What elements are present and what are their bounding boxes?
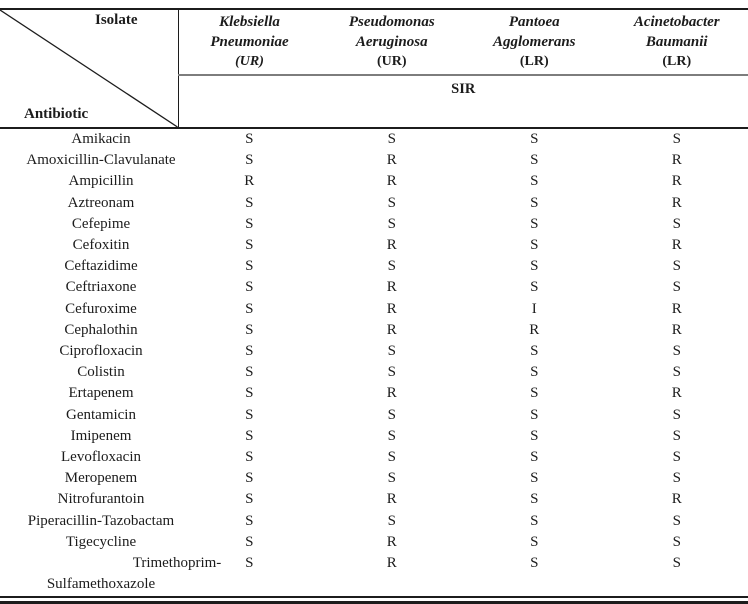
sir-value: R [606,320,748,341]
sir-value: R [321,235,464,256]
sir-value: S [463,193,606,214]
table-row [0,511,748,532]
table-row [0,341,748,362]
sir-value: R [321,299,464,320]
susceptibility-table [0,8,748,595]
sir-value: S [606,511,748,532]
antibiotic-name: Gentamicin [0,405,178,426]
table-body [0,128,748,595]
table-row [0,235,748,256]
isolate-name-line1: Pantoea [463,12,606,32]
sir-value: S [606,553,748,595]
sir-value: S [463,150,606,171]
sir-value: S [321,256,464,277]
sir-value: S [606,128,748,150]
sir-value: S [606,426,748,447]
sir-value: S [321,405,464,426]
sir-value: S [606,362,748,383]
isolate-header-row [0,9,748,75]
table-row [0,277,748,298]
sir-value: S [178,468,321,489]
isolate-column-header-klebsiella [178,9,321,75]
antibiotic-name: Cefuroxime [0,299,178,320]
isolate-source-tag: (UR) [321,52,464,72]
sir-subheader: SIR [178,75,748,128]
sir-value: R [606,235,748,256]
table-row [0,553,748,595]
sir-value: S [178,362,321,383]
table-row [0,468,748,489]
sir-value: R [606,193,748,214]
sir-value: S [463,383,606,404]
sir-value: R [178,171,321,192]
sir-value: S [606,468,748,489]
sir-value: S [178,532,321,553]
antibiotic-name-line1: Trimethoprim- [100,553,254,574]
sir-value: S [321,362,464,383]
antibiotic-name: Colistin [0,362,178,383]
sir-value: R [606,383,748,404]
sir-value: R [321,489,464,510]
isolate-source-tag: (LR) [606,52,748,72]
sir-value: S [463,171,606,192]
table-row [0,193,748,214]
sir-value: S [321,214,464,235]
sir-value: S [178,235,321,256]
antibiotic-name-line2: Sulfamethoxazole [24,574,178,595]
antibiotic-label: Antibiotic [24,106,88,123]
sir-value: S [463,553,606,595]
sir-value: S [321,511,464,532]
sir-value: S [178,511,321,532]
antibiotic-name: Meropenem [0,468,178,489]
sir-value: S [606,214,748,235]
sir-value: R [321,553,464,595]
sir-value: S [321,128,464,150]
table-row [0,489,748,510]
sir-value: S [178,128,321,150]
sir-value: S [463,128,606,150]
sir-value: S [321,193,464,214]
isolate-source-tag: (LR) [463,52,606,72]
sir-value: S [606,256,748,277]
sir-value: S [463,277,606,298]
sir-value: R [321,171,464,192]
sir-value: R [606,150,748,171]
table-row [0,299,748,320]
sir-value: S [606,341,748,362]
sir-value: S [178,341,321,362]
table-row [0,320,748,341]
sir-value: S [463,447,606,468]
corner-cell [0,9,178,128]
antibiotic-name: Ampicillin [0,171,178,192]
table-row [0,214,748,235]
antibiotic-name: Amoxicillin-Clavulanate [0,150,178,171]
antibiotic-name: Cefoxitin [0,235,178,256]
antibiotic-name: Tigecycline [0,532,178,553]
sir-value: R [321,320,464,341]
sir-value: S [463,426,606,447]
isolate-name-line2: Baumanii [606,32,748,52]
sir-value: S [463,405,606,426]
sir-value: S [463,362,606,383]
sir-value: S [178,405,321,426]
sir-value: S [463,511,606,532]
isolate-name-line1: Acinetobacter [606,12,748,32]
isolate-name-line1: Pseudomonas [321,12,464,32]
sir-value: S [606,405,748,426]
isolate-column-header-pantoea [463,9,606,75]
isolate-name-line2: Aeruginosa [321,32,464,52]
table-row [0,128,748,150]
sir-value: S [463,214,606,235]
sir-value: I [463,299,606,320]
sir-value: S [606,277,748,298]
sir-value: S [178,299,321,320]
sir-value: S [178,553,321,595]
sir-value: S [178,447,321,468]
sir-value: S [178,489,321,510]
sir-value: S [606,447,748,468]
antibiotic-name: Ciprofloxacin [0,341,178,362]
table-row [0,171,748,192]
sir-value: S [463,235,606,256]
isolate-source-tag: (UR) [179,52,321,72]
isolate-label: Isolate [95,12,138,29]
isolate-column-header-pseudomonas [321,9,464,75]
sir-value: S [178,214,321,235]
isolate-column-header-acinetobacter [606,9,748,75]
sir-value: S [178,320,321,341]
antibiotic-name: Cephalothin [0,320,178,341]
sir-value: R [321,277,464,298]
sir-value: R [321,150,464,171]
table-row [0,532,748,553]
sir-value: R [463,320,606,341]
sir-value: S [463,489,606,510]
antibiotic-name: Ceftazidime [0,256,178,277]
sir-value: S [606,532,748,553]
sir-value: R [606,299,748,320]
isolate-name-line1: Klebsiella [179,12,321,32]
antibiotic-name: Ceftriaxone [0,277,178,298]
sir-value: S [321,447,464,468]
sir-value: S [178,193,321,214]
table-row [0,447,748,468]
sir-value: S [178,383,321,404]
sir-value: S [178,256,321,277]
sir-value: S [321,426,464,447]
antibiotic-name: Amikacin [0,128,178,150]
sir-value: S [178,426,321,447]
antibiotic-name: Imipenem [0,426,178,447]
antibiotic-name: Cefepime [0,214,178,235]
antibiotic-name: Nitrofurantoin [0,489,178,510]
sir-value: S [321,468,464,489]
table-row [0,150,748,171]
sir-value: R [321,532,464,553]
sir-value: R [606,489,748,510]
sir-value: R [606,171,748,192]
table-row [0,383,748,404]
table-row [0,405,748,426]
table-header [0,9,748,128]
sir-value: R [321,383,464,404]
sir-value: S [463,341,606,362]
sir-value: S [463,532,606,553]
table-row [0,362,748,383]
sir-value: S [463,256,606,277]
isolate-name-line2: Agglomerans [463,32,606,52]
table-row [0,426,748,447]
antibiotic-name: Ertapenem [0,383,178,404]
antibiotic-name [0,553,178,595]
sir-value: S [178,150,321,171]
antibiotic-name: Piperacillin-Tazobactam [0,511,178,532]
sir-value: S [463,468,606,489]
isolate-name-line2: Pneumoniae [179,32,321,52]
antibiotic-name: Levofloxacin [0,447,178,468]
table-row [0,256,748,277]
sir-value: S [178,277,321,298]
sir-value: S [321,341,464,362]
antibiotic-name: Aztreonam [0,193,178,214]
